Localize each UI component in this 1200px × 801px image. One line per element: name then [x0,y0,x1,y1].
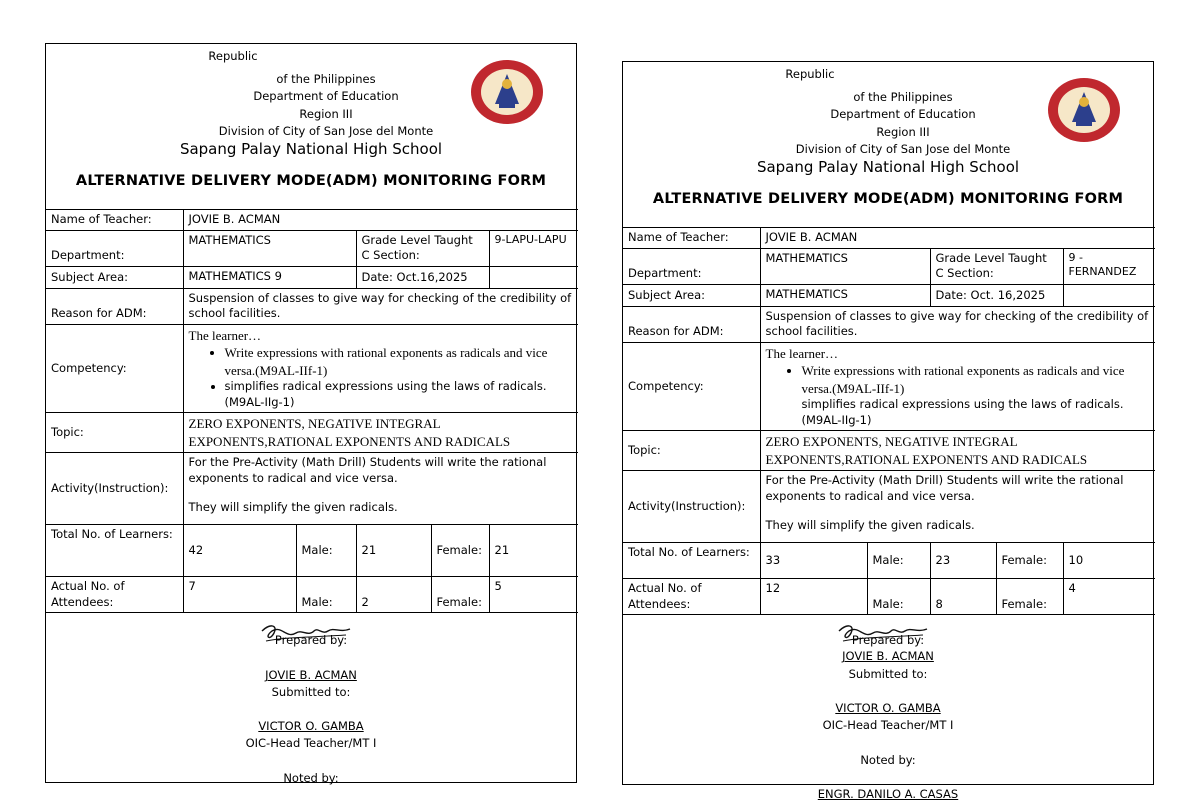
attendees-value: 12 [760,579,867,615]
attendees-label: Actual No. of Attendees: [46,577,183,613]
activity-label: Activity(Instruction): [623,471,760,543]
date-value: Date: Oct. 16,2025 [930,284,1063,306]
activity-p2: They will simplify the given radicals. [765,518,975,533]
adm-form-right [622,61,1154,801]
header-philippines: of the Philippines [276,72,376,86]
subject-value: MATHEMATICS [760,284,930,306]
activity-row [623,471,1155,543]
subject-row [623,284,1155,306]
topic-value: ZERO EXPONENTS, NEGATIVE INTEGRAL EXPONENTS,RATIONAL EXPONENTS AND RADICALS [760,431,1155,471]
header-division: Division of City of San Jose del Monte [218,124,434,138]
activity-p1: For the Pre-Activity (Math Drill) Students will write the rational exponents to radical and vice versa. [765,473,1124,503]
competency-item-2: simplifies radical expressions using the laws of radicals.(M9AL-IIg-1) [801,397,1124,427]
att-female-value: 4 [1063,579,1155,615]
form-header [46,44,576,209]
form-table [623,227,1155,615]
header-deped: Department of Education [253,89,399,103]
adm-form-left [45,43,577,786]
total-row [623,543,1155,579]
school-name: Sapang Palay National High School [756,158,1020,176]
form-title: ALTERNATIVE DELIVERY MODE(ADM) MONITORING FORM [652,191,1124,207]
total-label: Total No. of Learners: [46,525,183,577]
noter-name: ENGR. DANILO A. CASAS [817,787,959,801]
deped-seal-icon [469,58,545,126]
total-female-label: Female: [996,543,1063,579]
att-female-label: Female: [431,577,489,613]
total-female-value: 21 [489,525,578,577]
grade-value: 9-LAPU-LAPU [489,230,578,266]
teacher-label: Name of Teacher: [623,228,760,249]
topic-value: ZERO EXPONENTS, NEGATIVE INTEGRAL EXPONENTS,RATIONAL EXPONENTS AND RADICALS [183,413,578,453]
date-value: Date: Oct.16,2025 [356,266,489,288]
reason-value: Suspension of classes to give way for checking of the credibility of school facilities. [760,306,1155,342]
activity-row [46,453,578,525]
total-male-label: Male: [296,525,356,577]
teacher-value: JOVIE B. ACMAN [183,210,578,231]
header-deped: Department of Education [830,107,976,121]
deped-seal-icon [1046,76,1122,144]
total-row [46,525,578,577]
total-value: 33 [760,543,867,579]
department-row [623,248,1155,284]
grade-value: 9 - FERNANDEZ [1063,248,1155,284]
att-male-value: 8 [930,579,996,615]
preparer-name: JOVIE B. ACMAN [842,649,934,664]
activity-p1: For the Pre-Activity (Math Drill) Students will write the rational exponents to radical and vice versa. [188,455,547,485]
total-male-value: 23 [930,543,996,579]
blank-cell [1063,284,1155,306]
competency-item-2: • simplifies radical expressions using the laws of radicals.(M9AL-IIg-1) [225,379,574,410]
form-header [623,62,1153,227]
reason-label: Reason for ADM: [623,306,760,342]
reason-row [46,288,578,324]
total-female-label: Female: [431,525,489,577]
total-value: 42 [183,525,296,577]
header-region: Region III [876,125,930,139]
att-female-value: 5 [489,577,578,613]
submitted-to-label: Submitted to: [848,667,928,682]
department-row [46,230,578,266]
subject-value: MATHEMATICS 9 [183,266,356,288]
department-value: MATHEMATICS [183,230,356,266]
competency-intro: The learner… [188,327,262,343]
attendees-value: 7 [183,577,296,613]
prepared-by-label: Prepared by: [274,633,348,648]
header-region: Region III [299,107,353,121]
topic-row [46,413,578,453]
noted-by-label: Noted by: [860,753,916,768]
department-value: MATHEMATICS [760,248,930,284]
teacher-row [623,228,1155,249]
competency-cell [183,324,578,413]
topic-row [623,431,1155,471]
total-label: Total No. of Learners: [623,543,760,579]
competency-intro: The learner… [765,345,839,361]
subject-label: Subject Area: [46,266,183,288]
teacher-row [46,210,578,231]
grade-label: Grade Level Taught C Section: [930,248,1063,284]
teacher-value: JOVIE B. ACMAN [760,228,1155,249]
competency-item-1: • Write expressions with rational exponents as radicals and vice versa.(M9AL-IIf-1) [225,344,574,379]
header-philippines: of the Philippines [853,90,953,104]
subject-row [46,266,578,288]
reason-row [623,306,1155,342]
reason-label: Reason for ADM: [46,288,183,324]
total-female-value: 10 [1063,543,1155,579]
head-name: VICTOR O. GAMBA [835,701,941,716]
form-title: ALTERNATIVE DELIVERY MODE(ADM) MONITORING FORM [75,173,547,189]
total-male-label: Male: [867,543,930,579]
submitted-to-label: Submitted to: [271,685,351,700]
competency-row [46,324,578,413]
activity-label: Activity(Instruction): [46,453,183,525]
subject-label: Subject Area: [623,284,760,306]
head-title: OIC-Head Teacher/MT I [245,736,377,751]
grade-label: Grade Level Taught C Section: [356,230,489,266]
competency-item-1: • Write expressions with rational exponents as radicals and vice versa.(M9AL-IIf-1) [802,362,1151,397]
department-label: Department: [46,230,183,266]
activity-cell [760,471,1155,543]
topic-label: Topic: [623,431,760,471]
head-title: OIC-Head Teacher/MT I [822,718,954,733]
header-republic: Republic [208,49,258,63]
attendees-row [623,579,1155,615]
competency-row [623,342,1155,431]
header-division: Division of City of San Jose del Monte [795,142,1011,156]
competency-cell [760,342,1155,431]
activity-p2: They will simplify the given radicals. [188,500,398,515]
att-male-label: Male: [867,579,930,615]
competency-label: Competency: [623,342,760,431]
activity-cell [183,453,578,525]
att-male-label: Male: [296,577,356,613]
preparer-name: JOVIE B. ACMAN [265,668,357,683]
noted-by-label: Noted by: [283,771,339,786]
blank-cell [489,266,578,288]
teacher-label: Name of Teacher: [46,210,183,231]
head-name: VICTOR O. GAMBA [258,719,364,734]
competency-label: Competency: [46,324,183,413]
total-male-value: 21 [356,525,431,577]
form-table [46,209,578,613]
attendees-label: Actual No. of Attendees: [623,579,760,615]
att-female-label: Female: [996,579,1063,615]
reason-value: Suspension of classes to give way for checking of the credibility of school facilities. [183,288,578,324]
prepared-by-label: Prepared by: [851,633,925,648]
topic-label: Topic: [46,413,183,453]
header-republic: Republic [785,67,835,81]
school-name: Sapang Palay National High School [179,140,443,158]
att-male-value: 2 [356,577,431,613]
attendees-row [46,577,578,613]
department-label: Department: [623,248,760,284]
